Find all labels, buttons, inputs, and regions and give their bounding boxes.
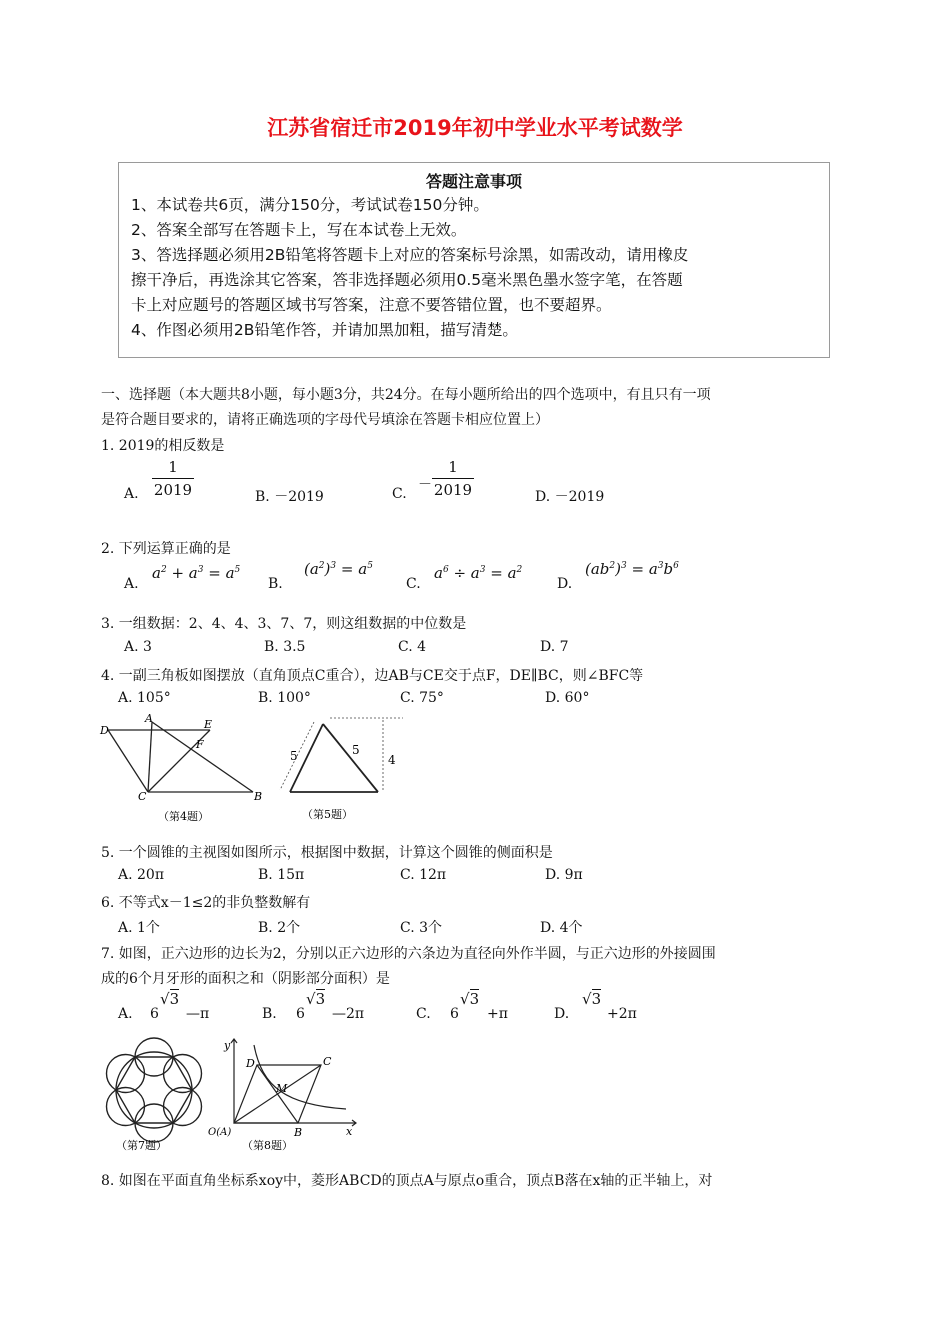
q1-option-a-label: A. bbox=[124, 486, 139, 502]
section-heading-line1: 一、选择题（本大题共8小题，每小题3分，共24分。在每小题所给出的四个选项中，有且只有一项 bbox=[101, 387, 711, 403]
q2-option-c-expression: $a^6 \div a^3 = a^2$ bbox=[434, 564, 523, 582]
q7-option-c-coef: 6 bbox=[450, 1006, 459, 1022]
fig5-label-right-slant: 5 bbox=[352, 743, 360, 757]
q6-option-a: A. 1个 bbox=[118, 920, 160, 936]
fig8-label-y: y bbox=[224, 1039, 231, 1052]
fraction-bar bbox=[152, 478, 194, 479]
fig8-label-c: C bbox=[323, 1055, 332, 1068]
q6-option-c: C. 3个 bbox=[400, 920, 443, 936]
fraction-bar bbox=[432, 478, 474, 479]
figure-4-diagram bbox=[98, 712, 268, 828]
fig4-label-d: D bbox=[100, 724, 109, 737]
q5-option-c: C. 12π bbox=[400, 867, 447, 883]
q4-option-a: A. 105° bbox=[118, 690, 171, 706]
fig8-label-x: x bbox=[346, 1125, 353, 1138]
q7-c-radicand: 3 bbox=[469, 990, 480, 1008]
q7-option-a-radical: √3 bbox=[160, 990, 180, 1008]
q7-option-a-label: A. bbox=[118, 1006, 133, 1022]
q2-option-d-label: D. bbox=[557, 576, 573, 592]
q1-option-a-fraction bbox=[152, 458, 194, 499]
q1-option-b: B. －2019 bbox=[255, 489, 324, 505]
q7-option-c-label: C. bbox=[416, 1006, 431, 1022]
q7-option-d-rest: +2π bbox=[607, 1006, 637, 1022]
q3-option-b: B. 3.5 bbox=[264, 639, 306, 655]
q1-a-denominator: 2019 bbox=[153, 481, 193, 499]
q2-option-b-expression: $(a^2)^3 = a^5$ bbox=[304, 560, 373, 578]
notice-line-2: 2、答案全部写在答题卡上，写在本试卷上无效。 bbox=[131, 221, 467, 239]
q7-d-radicand: 3 bbox=[591, 990, 602, 1008]
figure-8-diagram bbox=[206, 1035, 366, 1153]
figure-7-diagram bbox=[98, 1035, 214, 1153]
fig5-label-height: 4 bbox=[388, 753, 396, 767]
fig8-label-d: D bbox=[246, 1057, 255, 1070]
q7-stem-line1: 7. 如图，正六边形的边长为2，分别以正六边形的六条边为直径向外作半圆，与正六边形的外接圆围 bbox=[101, 946, 716, 962]
q2-option-c-label: C. bbox=[406, 576, 421, 592]
fig8-label-b: B bbox=[294, 1126, 303, 1139]
q3-option-a: A. 3 bbox=[124, 639, 152, 655]
notice-line-6: 4、作图必须用2B铅笔作答，并请加黑加粗，描写清楚。 bbox=[131, 321, 518, 339]
q5-option-a: A. 20π bbox=[118, 867, 165, 883]
q7-option-b-radical: √3 bbox=[306, 990, 326, 1008]
fig4-label-c: C bbox=[138, 790, 147, 803]
fig4-label-b: B bbox=[254, 790, 263, 803]
q6-stem: 6. 不等式x－1≤2的非负整数解有 bbox=[101, 895, 311, 911]
q7-option-b-rest: —2π bbox=[332, 1006, 365, 1022]
q3-option-c: C. 4 bbox=[398, 639, 427, 655]
q7-option-b-coef: 6 bbox=[296, 1006, 305, 1022]
fig4-label-f: F bbox=[196, 738, 204, 751]
notice-line-3: 3、答选择题必须用2B铅笔将答题卡上对应的答案标号涂黑，如需改动，请用橡皮 bbox=[131, 246, 689, 264]
q7-option-b-label: B. bbox=[262, 1006, 277, 1022]
q7-option-a-rest: —π bbox=[186, 1006, 210, 1022]
fig8-label-origin: O(A) bbox=[208, 1127, 232, 1138]
fig5-label-left-slant: 5 bbox=[290, 749, 298, 763]
q7-b-radicand: 3 bbox=[315, 990, 326, 1008]
q1-option-c-label: C. bbox=[392, 486, 407, 502]
notice-line-5: 卡上对应题号的答题区域书写答案，注意不要答错位置，也不要超界。 bbox=[131, 296, 612, 314]
q7-stem-line2: 成的6个月牙形的面积之和（阴影部分面积）是 bbox=[101, 971, 390, 987]
q7-a-radicand: 3 bbox=[169, 990, 180, 1008]
q2-option-a-expression: $a^2 + a^3 = a^5$ bbox=[152, 564, 241, 582]
notice-line-1: 1、本试卷共6页，满分150分，考试试卷150分钟。 bbox=[131, 196, 489, 214]
fig4-label-a: A bbox=[145, 712, 153, 725]
q7-option-d-radical: √3 bbox=[582, 990, 602, 1008]
q1-c-numerator: 1 bbox=[448, 458, 458, 476]
section-heading-line2: 是符合题目要求的，请将正确选项的字母代号填涂在答题卡相应位置上） bbox=[101, 412, 549, 428]
q1-stem: 1. 2019的相反数是 bbox=[101, 438, 225, 454]
q4-option-b: B. 100° bbox=[258, 690, 311, 706]
q2-option-d-expression: $(ab^2)^3 = a^3b^6$ bbox=[585, 560, 679, 578]
notice-heading: 答题注意事项 bbox=[425, 172, 522, 191]
q5-stem: 5. 一个圆锥的主视图如图所示，根据图中数据，计算这个圆锥的侧面积是 bbox=[101, 845, 553, 861]
q7-option-c-rest: +π bbox=[487, 1006, 508, 1022]
q4-stem: 4. 一副三角板如图摆放（直角顶点C重合），边AB与CE交于点F，DE∥BC，则∠BFC等 bbox=[101, 668, 644, 684]
q3-stem: 3. 一组数据：2、4、4、3、7、7，则这组数据的中位数是 bbox=[101, 616, 467, 632]
q5-option-d: D. 9π bbox=[545, 867, 583, 883]
q6-option-b: B. 2个 bbox=[258, 920, 301, 936]
q2-stem: 2. 下列运算正确的是 bbox=[101, 541, 231, 557]
fig4-label-e: E bbox=[204, 718, 213, 731]
q7-option-a-coef: 6 bbox=[150, 1006, 159, 1022]
q2-option-a-label: A. bbox=[124, 576, 139, 592]
q7-option-c-radical: √3 bbox=[460, 990, 480, 1008]
q7-option-d-label: D. bbox=[554, 1006, 570, 1022]
notice-box bbox=[118, 162, 830, 358]
q1-a-numerator: 1 bbox=[168, 458, 178, 476]
q1-c-denominator: 2019 bbox=[433, 481, 473, 499]
page-title: 江苏省宿迁市2019年初中学业水平考试数学 bbox=[267, 116, 683, 140]
q2-option-b-label: B. bbox=[268, 576, 283, 592]
fig8-caption: （第8题） bbox=[242, 1139, 293, 1152]
fig8-label-m: M bbox=[276, 1082, 288, 1095]
q4-option-c: C. 75° bbox=[400, 690, 444, 706]
fig7-caption: （第7题） bbox=[116, 1139, 167, 1152]
q3-option-d: D. 7 bbox=[540, 639, 569, 655]
figure-5-diagram bbox=[278, 712, 408, 828]
q8-stem: 8. 如图在平面直角坐标系xoy中，菱形ABCD的顶点A与原点o重合，顶点B落在x轴的正半轴上，对 bbox=[101, 1173, 713, 1189]
notice-line-4: 擦干净后，再选涂其它答案，答非选择题必须用0.5毫米黑色墨水签字笔，在答题 bbox=[131, 271, 683, 289]
q6-option-d: D. 4个 bbox=[540, 920, 583, 936]
fig5-caption: （第5题） bbox=[302, 808, 353, 821]
fig4-caption: （第4题） bbox=[158, 810, 209, 823]
q1-option-c-sign: － bbox=[418, 477, 432, 493]
q5-option-b: B. 15π bbox=[258, 867, 305, 883]
q1-option-c-fraction bbox=[432, 458, 474, 499]
q4-option-d: D. 60° bbox=[545, 690, 590, 706]
q1-option-d: D. －2019 bbox=[535, 489, 605, 505]
